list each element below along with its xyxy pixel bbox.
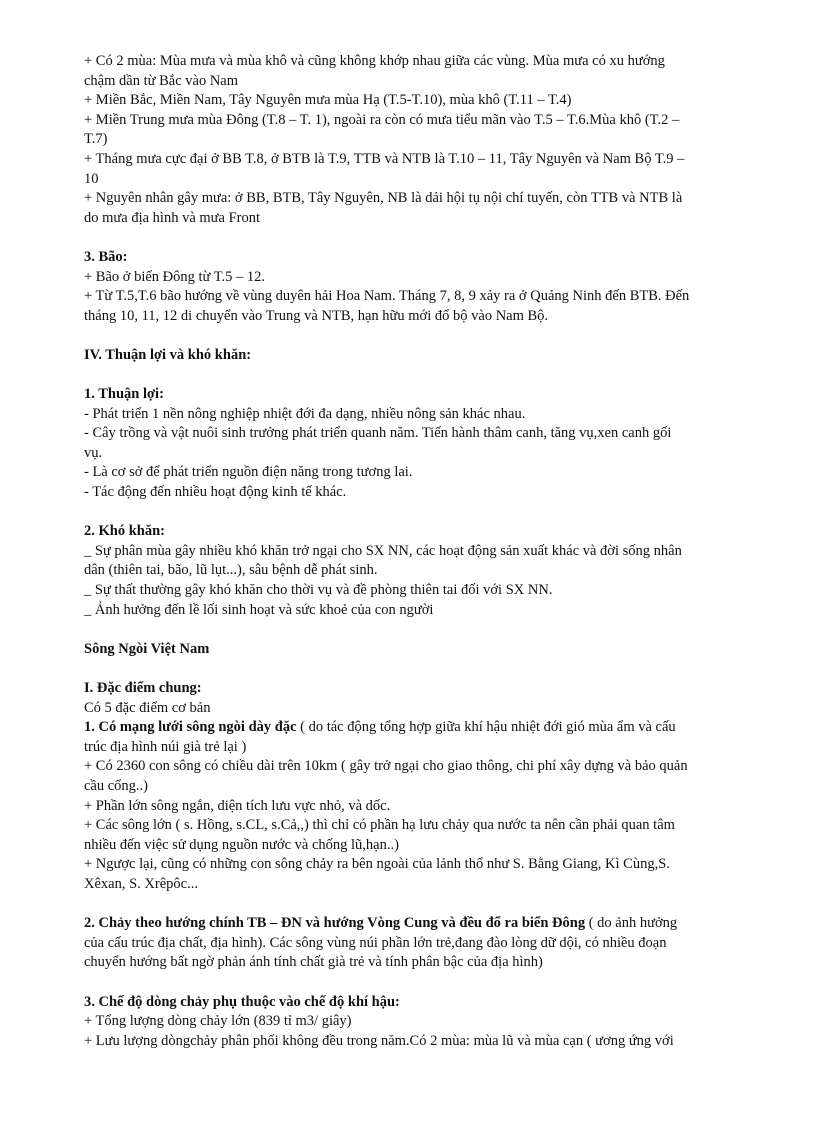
section-heading: I. Đặc điểm chung: — [84, 680, 202, 696]
spacer — [84, 366, 756, 386]
text-line: _ Sự phân mùa gây nhiều khó khăn trở ngại cho SX NN, các hoạt động sản xuất khác và đời sống nhân — [84, 542, 682, 559]
spacer — [84, 228, 756, 248]
storm-section — [84, 248, 756, 326]
text-line: dân (thiên tai, bão, lũ lụt...), sâu bệnh dễ phát sinh. — [84, 562, 378, 579]
text-line: + Có 2360 con sông có chiều dài trên 10km ( gây trở ngại cho giao thông, chi phí xây dựng và bảo quản — [84, 758, 688, 775]
text-line: + Miền Bắc, Miền Nam, Tây Nguyên mưa mùa Hạ (T.5-T.10), mùa khô (T.11 – T.4) — [84, 92, 572, 109]
text-line: chậm dần từ Bắc vào Nam — [84, 72, 239, 89]
text-line: + Ngược lại, cũng có những con sông chảy ra bên ngoài của lảnh thổ như S. Bằng Giang, Kì Cùng,S. — [84, 856, 670, 873]
text-line: tháng 10, 11, 12 di chuyển vào Trung và NTB, hạn hữu mới đổ bộ vào Nam Bộ. — [84, 307, 549, 324]
text-line: + Các sông lớn ( s. Hồng, s.CL, s.Cả,,) thì chỉ có phần hạ lưu chảy qua nước ta nên cần phải quan tâm — [84, 817, 675, 834]
paragraph-lead: 1. Có mạng lưới sông ngòi dày đặc — [84, 719, 297, 736]
section-heading: 3. Chế độ dòng chảy phụ thuộc vào chế độ khí hậu: — [84, 993, 400, 1010]
text-line: cầu cống..) — [84, 777, 149, 794]
paragraph-first-line — [84, 914, 756, 934]
text-line: nhiều đến việc sử dụng nguồn nước và chống lũ,hạn..) — [84, 836, 399, 853]
spacer — [84, 620, 756, 640]
rivers-general-section — [84, 679, 756, 895]
spacer — [84, 973, 756, 993]
text-line: của cấu trúc địa chất, địa hình). Các sông vùng núi phần lớn trẻ,đang đào lòng dữ dội, có nhiều đoạn — [84, 934, 667, 951]
text-line: - Phát triển 1 nền nông nghiệp nhiệt đới đa dạng, nhiều nông sản khác nhau. — [84, 405, 526, 422]
paragraph-rest: ( do tác động tổng hợp giữa khí hậu nhiệt đới gió mùa ẩm và cấu — [296, 719, 676, 736]
text-line: + Có 2 mùa: Mùa mưa và mùa khô và cũng không khớp nhau giữa các vùng. Mùa mưa có xu hướng — [84, 53, 665, 69]
text-line: _ Ảnh hưởng đến lề lối sinh hoạt và sức khoẻ của con người — [84, 601, 434, 618]
paragraph-first-line — [84, 718, 756, 738]
climate-seasons-block — [84, 52, 756, 228]
paragraph-lead: 2. Chảy theo hướng chính TB – ĐN và hướng Vòng Cung và đều đổ ra biển Đông — [84, 915, 586, 932]
document-page — [84, 52, 756, 1051]
text-line: + Bão ở biển Đông từ T.5 – 12. — [84, 268, 266, 285]
section-heading: 3. Bão: — [84, 248, 128, 265]
text-line: Có 5 đặc điểm cơ bản — [84, 699, 211, 716]
text-line: + Tháng mưa cực đại ở BB T.8, ở BTB là T.9, TTB và NTB là T.10 – 11, Tây Nguyên và Nam Bộ T.9 – — [84, 150, 685, 167]
page-title: Sông Ngòi Việt Nam — [84, 640, 210, 657]
spacer — [84, 895, 756, 915]
rivers-flow-section — [84, 993, 756, 1052]
text-line: T.7) — [84, 131, 108, 148]
advantages-section — [84, 385, 756, 503]
text-line: + Phần lớn sông ngắn, diện tích lưu vực nhỏ, và dốc. — [84, 797, 391, 814]
paragraph-rest: ( do ảnh hưởng — [585, 915, 678, 932]
text-line: + Từ T.5,T.6 bão hướng về vùng duyên hải Hoa Nam. Tháng 7, 8, 9 xảy ra ở Quảng Ninh đến BTB. Đến — [84, 288, 690, 305]
text-line: - Cây trồng và vật nuôi sinh trưởng phát triển quanh năm. Tiến hành thâm canh, tăng vụ,xen canh gối — [84, 425, 672, 442]
text-line: vụ. — [84, 444, 103, 461]
text-line: _ Sự thất thường gây khó khăn cho thời vụ và đề phòng thiên tai đối với SX NN. — [84, 582, 553, 599]
spacer — [84, 326, 756, 346]
text-line: do mưa địa hình và mưa Front — [84, 209, 260, 226]
text-line: + Tổng lượng dòng chảy lớn (839 tỉ m3/ giây) — [84, 1013, 352, 1030]
section-heading: 1. Thuận lợi: — [84, 386, 164, 403]
difficulties-section — [84, 522, 756, 620]
text-line: + Nguyên nhân gây mưa: ở BB, BTB, Tây Nguyên, NB là dải hội tụ nội chí tuyến, còn TTB và NTB là — [84, 190, 683, 207]
section-heading: IV. Thuận lợi và khó khăn: — [84, 346, 252, 363]
section-heading: 2. Khó khăn: — [84, 523, 165, 540]
rivers-direction-section — [84, 914, 756, 973]
text-line: - Là cơ sở để phát triển nguồn điện năng trong tương lai. — [84, 464, 413, 481]
spacer — [84, 659, 756, 679]
spacer — [84, 503, 756, 523]
text-line: 10 — [84, 170, 99, 187]
text-line: trúc địa hình núi già trẻ lại ) — [84, 738, 247, 755]
text-line: + Lưu lượng dòngchảy phân phối không đều trong năm.Có 2 mùa: mùa lũ và mùa cạn ( ương ứng với — [84, 1032, 674, 1049]
text-line: chuyển hướng bất ngờ phản ánh tính chất già trẻ và tính phân bậc của địa hình) — [84, 954, 543, 971]
text-line: - Tác động đến nhiều hoạt động kinh tế khác. — [84, 484, 347, 501]
text-line: Xêxan, S. Xrêpôc... — [84, 875, 198, 892]
text-line: + Miền Trung mưa mùa Đông (T.8 – T. 1), ngoài ra còn có mưa tiểu mãn vào T.5 – T.6.Mùa khô (T.2 – — [84, 111, 680, 128]
